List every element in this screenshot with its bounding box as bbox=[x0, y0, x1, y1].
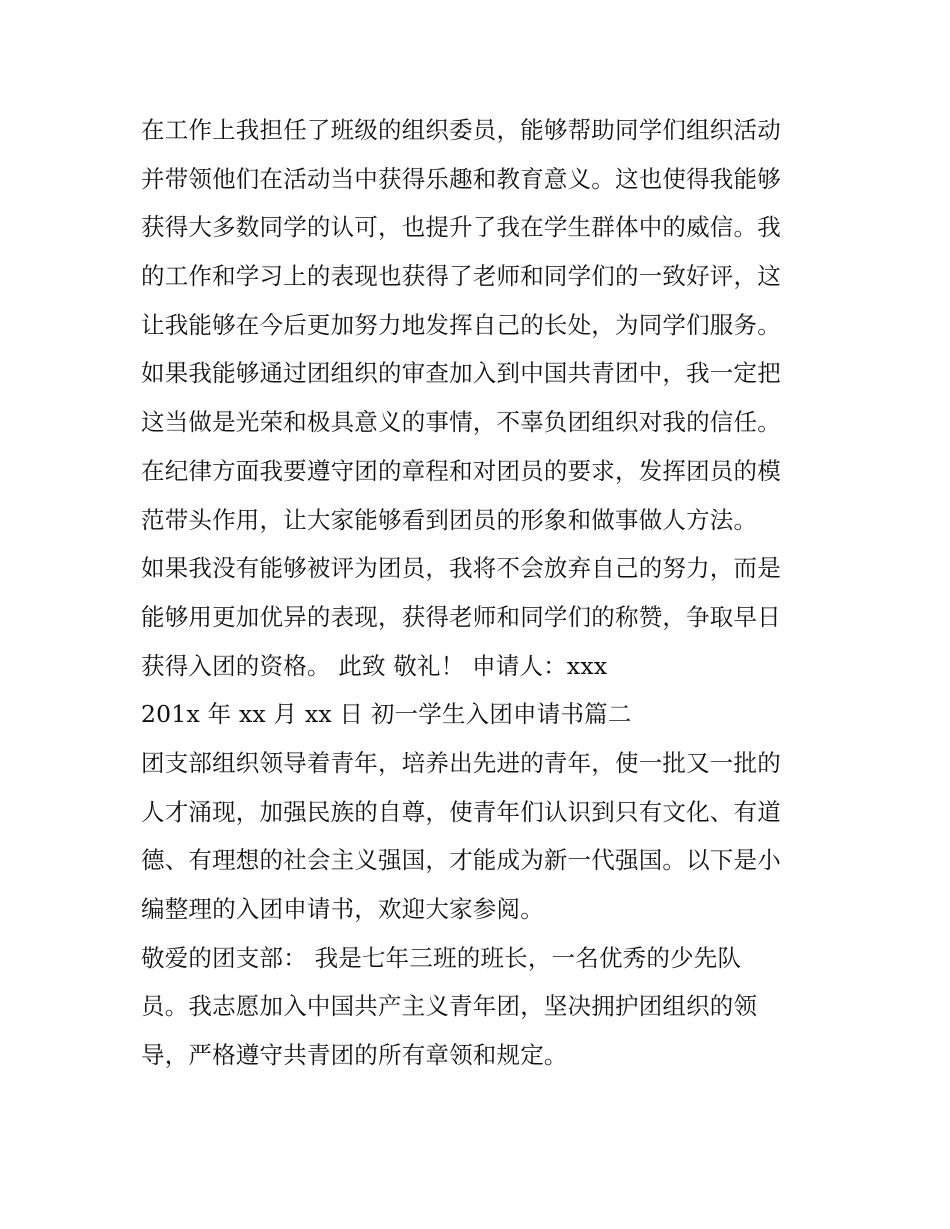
signature-line: 获得入团的资格。 此致 敬礼！ 申请人：xxx bbox=[141, 651, 608, 680]
text-line: 在工作上我担任了班级的组织委员，能够帮助同学们组织活动 bbox=[141, 116, 781, 144]
date-and-heading-line: 201x 年 xx 月 xx 日 初一学生入团申请书篇二 bbox=[141, 700, 632, 729]
text-line: 导，严格遵守共青团的所有章领和规定。 bbox=[141, 1041, 568, 1070]
text-line: 能够用更加优异的表现，获得老师和同学们的称赞，争取早日 bbox=[141, 602, 781, 631]
text-line: 并带领他们在活动当中获得乐趣和教育意义。这也使得我能够 bbox=[141, 164, 781, 193]
text-line: 人才涌现，加强民族的自尊，使青年们认识到只有文化、有道 bbox=[141, 797, 781, 826]
text-line: 如果我能够通过团组织的审查加入到中国共青团中，我一定把 bbox=[141, 359, 781, 388]
document-body bbox=[141, 106, 821, 1080]
text-line: 让我能够在今后更加努力地发挥自己的长处，为同学们服务。 bbox=[141, 310, 781, 339]
text-line: 这当做是光荣和极具意义的事情，不辜负团组织对我的信任。 bbox=[141, 408, 781, 437]
text-line: 员。我志愿加入中国共产主义青年团，坚决拥护团组织的领 bbox=[141, 992, 758, 1021]
text-line: 的工作和学习上的表现也获得了老师和同学们的一致好评，这 bbox=[141, 262, 781, 291]
text-line: 编整理的入团申请书，欢迎大家参阅。 bbox=[141, 895, 544, 923]
text-line: 范带头作用，让大家能够看到团员的形象和做事做人方法。 bbox=[141, 505, 758, 534]
text-line: 团支部组织领导着青年，培养出先进的青年，使一批又一批的 bbox=[141, 748, 781, 777]
text-line: 如果我没有能够被评为团员，我将不会放弃自己的努力，而是 bbox=[141, 554, 781, 583]
text-line: 获得大多数同学的认可，也提升了我在学生群体中的威信。我 bbox=[141, 213, 781, 242]
text-line: 德、有理想的社会主义强国，才能成为新一代强国。以下是小 bbox=[141, 846, 781, 875]
text-line: 在纪律方面我要遵守团的章程和对团员的要求，发挥团员的模 bbox=[141, 456, 781, 485]
salutation-line: 敬爱的团支部： 我是七年三班的班长，一名优秀的少先队 bbox=[141, 943, 742, 972]
